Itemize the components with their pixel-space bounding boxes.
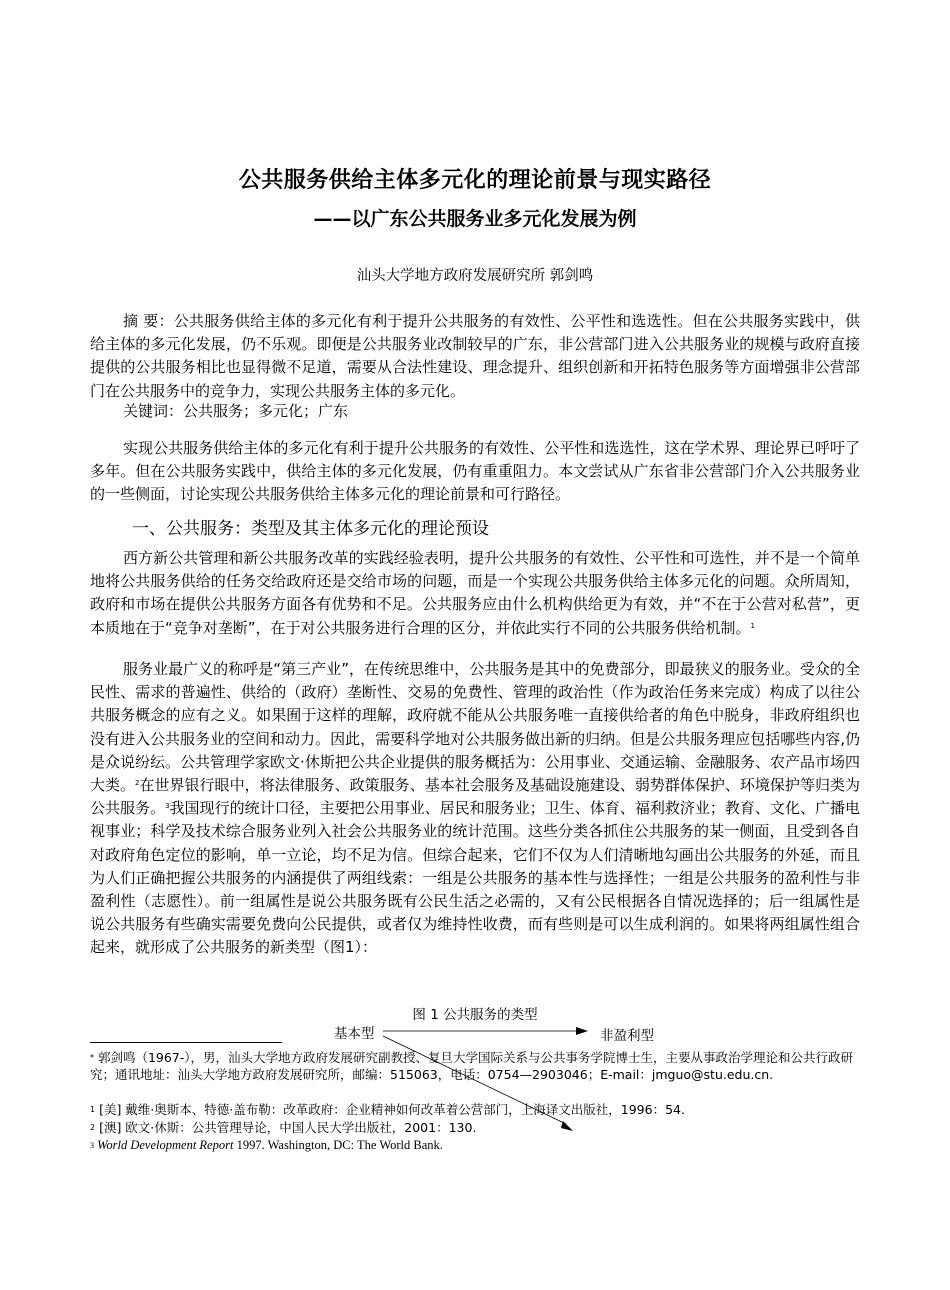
para1-text: 西方新公共管理和新公共服务改革的实践经验表明，提升公共服务的有效性、公平性和可选性，并不是一个简单地将公共服务供给的任务交给政府还是交给市场的问题，而是一个实现公共服务供给主体多元化的问题。众所周知，政府和市场在提供公共服务方面各有优势和不足。公共服务应由什么机构供给更为有效，并“不在于公营对私营”，更本质地在于“竞争对垄断”，在于对公共服务进行合理的区分，并依此实行不同的公共服务供给机制。 bbox=[90, 549, 860, 637]
abstract-label: 摘 要： bbox=[123, 312, 174, 330]
footnote-3-text: 1997. Washington, DC: The World Bank. bbox=[233, 1138, 443, 1152]
intro-paragraph: 实现公共服务供给主体的多元化有利于提升公共服务的有效性、公平性和选选性，这在学术界、理论界已呼吁了多年。但在公共服务实践中，供给主体的多元化发展，仍有重重阻力。本文尝试从广东省非公营部门介入公共服务业的一些侧面，讨论实现公共服务供给主体多元化的理论前景和可行路径。 bbox=[90, 439, 860, 504]
footnote-mark-1: 1 bbox=[90, 1105, 96, 1114]
para2-text-a: 服务业最广义的称呼是“第三产业”，在传统思维中，公共服务是其中的免费部分，即最狭义的服务业。受众的全民性、需求的普遍性、供给的（政府）垄断性、交易的免费性、管理的政治性（作为政治任务来完成）构成了以往公共服务概念的应有之义。如果囿于这样的理解，政府就不能从公共服务唯一直接供给者的角色中脱身，非政府组织也没有进入公共服务业的空间和动力。因此，需要科学地对公共服务做出新的归纳。但是公共服务理应包括哪些内容,仍是众说纷纭。公共管理学家欧文·休斯把公共企业提供的服务概括为：公用事业、交通运输、金融服务、农产品市场四大类。 bbox=[90, 660, 860, 795]
para2-text-c: 我国现行的统计口径，主要把公用事业、居民和服务业；卫生、体育、福利救济业；教育、文化、广播电视事业；科学及技术综合服务业列入社会公共服务业的统计范围。这些分类各抓住公共服务的某一侧面，且受到各自对政府角色定位的影响，单一立论，均不足为信。但综合起来，它们不仅为人们清晰地勾画出公共服务的外延，而且为人们正确把握公共服务的内涵提供了两组线索：一组是公共服务的基本性与选择性；一组是公共服务的盈利性与非盈利性（志愿性）。前一组属性是说公共服务既有公民生活之必需的，又有公民根据各自情况选择的；后一组属性是说公共服务有些确实需要免费向公民提供，或者仅为维持性收费，而有些则是可以生成利润的。如果将两组属性组合起来，就形成了公共服务的新类型（图1）： bbox=[90, 799, 860, 957]
footnote-ref-2[interactable]: 2 bbox=[135, 779, 140, 788]
footnote-author-text: 郭剑鸣（1967-），男，汕头大学地方政府发展研究副教授、复旦大学国际关系与公共事务学院博士生，主要从事政治学理论和公共行政研究；通讯地址：汕头大学地方政府发展研究所，邮编：515063，电话：0754—2903046；E-mail：jmguo@stu.edu.cn. bbox=[90, 1050, 854, 1082]
keywords-label: 关键词： bbox=[123, 402, 184, 420]
footnote-3 bbox=[90, 1137, 860, 1154]
footnote-mark-2: 2 bbox=[90, 1123, 96, 1132]
footnote-mark-3: 3 bbox=[90, 1141, 94, 1150]
figure-label-nonprofit: 非盈利型 bbox=[600, 1028, 654, 1044]
footnote-3-title: World Development Report bbox=[97, 1138, 234, 1152]
keywords-text: 公共服务；多元化；广东 bbox=[183, 402, 349, 420]
figure-horizontal-arrowhead bbox=[576, 1027, 588, 1035]
footnote-1-text: [美] 戴维·奥斯本、特德·盖布勒：改革政府：企业精神如何改革着公营部门，上海译文出版社，1996：54. bbox=[99, 1102, 685, 1117]
footnote-mark-star: * bbox=[90, 1053, 94, 1062]
section-heading: 一、公共服务：类型及其主体多元化的理论预设 bbox=[132, 519, 489, 539]
para2-text-b: 在世界银行眼中，将法律服务、政策服务、基本社会服务及基础设施建设、弱势群体保护、环境保护等归类为公共服务。 bbox=[90, 776, 860, 818]
author-affiliation: 汕头大学地方政府发展研究所 郭剑鸣 bbox=[356, 268, 594, 284]
footnote-author bbox=[90, 1049, 860, 1083]
footnote-2 bbox=[90, 1119, 860, 1136]
abstract-text: 公共服务供给主体的多元化有利于提升公共服务的有效性、公平性和选选性。但在公共服务实践中，供给主体的多元化发展，仍不乐观。即便是公共服务业改制较早的广东，非公营部门进入公共服务业的规模与政府直接提供的公共服务相比也显得微不足道，需要从合法性建设、理念提升、组织创新和开拓特色服务等方面增强非公营部门在公共服务中的竞争力，实现公共服务主体的多元化。 bbox=[90, 312, 860, 400]
paper-subtitle: ——以广东公共服务业多元化发展为例 bbox=[313, 208, 637, 230]
figure-caption: 图 1 公共服务的类型 bbox=[412, 1007, 538, 1023]
footnote-ref-1[interactable]: 1 bbox=[750, 621, 756, 630]
paper-title: 公共服务供给主体多元化的理论前景与现实路径 bbox=[238, 168, 712, 193]
footnote-2-text: [澳] 欧文·休斯：公共管理导论，中国人民大学出版社，2001：130. bbox=[99, 1120, 477, 1135]
figure-label-basic: 基本型 bbox=[334, 1026, 375, 1042]
footnote-rule bbox=[90, 1042, 282, 1043]
footnote-ref-3[interactable]: 3 bbox=[165, 802, 170, 811]
footnote-1 bbox=[90, 1101, 860, 1118]
